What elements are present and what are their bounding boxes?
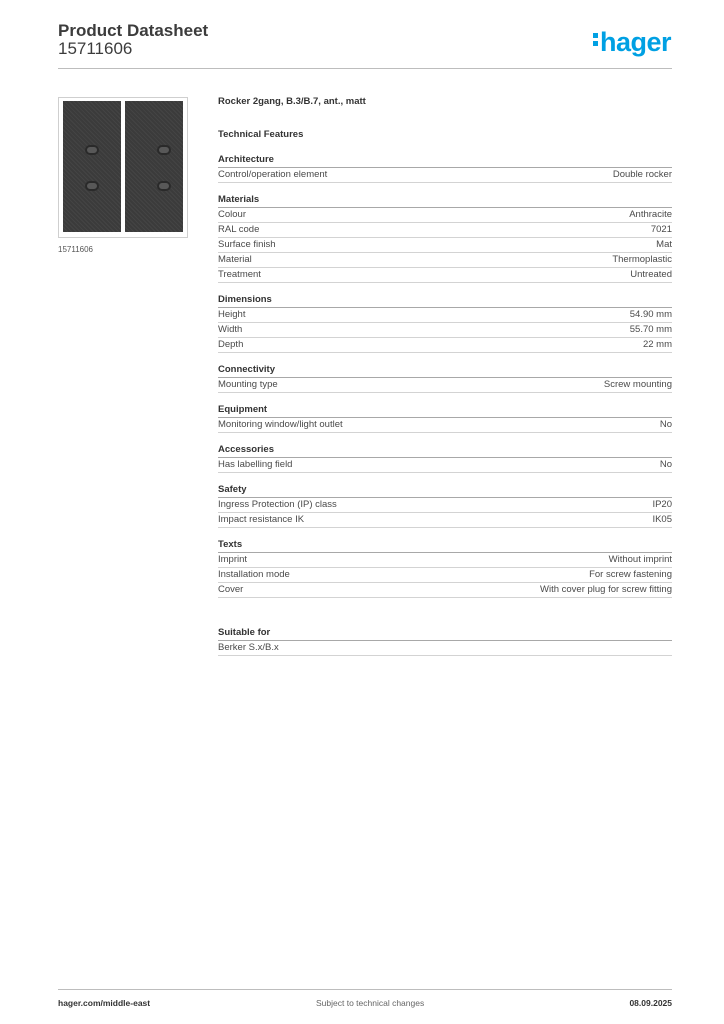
spec-section xyxy=(218,153,672,183)
section-title: Dimensions xyxy=(218,293,672,308)
spec-row xyxy=(218,268,672,283)
spec-row xyxy=(218,323,672,338)
image-caption: 15711606 xyxy=(58,245,93,254)
spec-value: IK05 xyxy=(652,514,672,525)
spec-section xyxy=(218,293,672,353)
spec-row xyxy=(218,641,672,656)
spec-value: For screw fastening xyxy=(589,569,672,580)
spec-row xyxy=(218,208,672,223)
spec-value: No xyxy=(659,419,672,430)
spec-row xyxy=(218,378,672,393)
spec-row xyxy=(218,418,672,433)
spec-row xyxy=(218,498,672,513)
technical-features-heading: Technical Features xyxy=(218,129,304,140)
spec-label: Installation mode xyxy=(218,569,290,580)
product-code: 15711606 xyxy=(58,39,133,58)
spec-value: 54.90 mm xyxy=(629,309,672,320)
spec-row xyxy=(218,338,672,353)
spec-row xyxy=(218,458,672,473)
section-title: Safety xyxy=(218,483,672,498)
spec-value: Thermoplastic xyxy=(612,254,672,265)
hager-logo xyxy=(593,27,671,58)
spec-value: Untreated xyxy=(630,269,672,280)
spec-value: 22 mm xyxy=(642,339,672,350)
footer-disclaimer: Subject to technical changes xyxy=(316,998,425,1008)
rocker-mark xyxy=(157,181,171,191)
spec-value: 55.70 mm xyxy=(629,324,672,335)
section-title: Suitable for xyxy=(218,626,672,641)
rocker-plate-left xyxy=(63,101,121,232)
spec-section xyxy=(218,443,672,473)
rocker-mark xyxy=(85,181,99,191)
spec-section xyxy=(218,363,672,393)
spec-label: Depth xyxy=(218,339,244,350)
footer-date: 08.09.2025 xyxy=(629,998,672,1008)
spec-value: Without imprint xyxy=(608,554,672,565)
section-title: Accessories xyxy=(218,443,672,458)
spec-label: Monitoring window/light outlet xyxy=(218,419,343,430)
spec-row xyxy=(218,308,672,323)
spec-value: Mat xyxy=(656,239,672,250)
section-title: Connectivity xyxy=(218,363,672,378)
section-title: Materials xyxy=(218,193,672,208)
spec-value: With cover plug for screw fitting xyxy=(540,584,672,595)
logo-text: hager xyxy=(600,27,672,57)
section-title: Equipment xyxy=(218,403,672,418)
datasheet-content xyxy=(218,96,672,656)
spec-row xyxy=(218,583,672,598)
spec-row xyxy=(218,253,672,268)
spec-section xyxy=(218,403,672,433)
spec-section xyxy=(218,538,672,598)
spec-label: Width xyxy=(218,324,243,335)
spec-sections xyxy=(218,153,672,598)
spec-label: Control/operation element xyxy=(218,169,328,180)
footer-website: hager.com/middle-east xyxy=(58,998,151,1008)
rocker-plate-right xyxy=(125,101,183,232)
logo-dots-icon xyxy=(593,30,598,49)
section-title: Texts xyxy=(218,538,672,553)
spec-label: Cover xyxy=(218,584,244,595)
spec-label: Impact resistance IK xyxy=(218,514,305,525)
spec-label: Height xyxy=(218,309,246,320)
spec-label: Ingress Protection (IP) class xyxy=(218,499,337,510)
spec-label: Colour xyxy=(218,209,246,220)
spec-row xyxy=(218,168,672,183)
rocker-mark xyxy=(157,145,171,155)
spec-value: Screw mounting xyxy=(603,379,672,390)
spec-value: 7021 xyxy=(650,224,672,235)
spec-row xyxy=(218,513,672,528)
spec-section xyxy=(218,483,672,528)
spec-row xyxy=(218,223,672,238)
spec-value: IP20 xyxy=(652,499,672,510)
footer-divider xyxy=(58,989,672,990)
spec-label: Mounting type xyxy=(218,379,278,390)
spec-label: Has labelling field xyxy=(218,459,293,470)
spec-label: Surface finish xyxy=(218,239,276,250)
spec-label: Berker S.x/B.x xyxy=(218,642,279,653)
spec-section xyxy=(218,193,672,283)
product-name: Rocker 2gang, B.3/B.7, ant., matt xyxy=(218,96,366,107)
header-divider xyxy=(58,68,672,69)
spec-label: Material xyxy=(218,254,252,265)
spec-value: Double rocker xyxy=(612,169,672,180)
spec-row xyxy=(218,238,672,253)
product-image xyxy=(58,97,188,238)
spec-label: Treatment xyxy=(218,269,261,280)
spec-label: RAL code xyxy=(218,224,260,235)
rocker-mark xyxy=(85,145,99,155)
suitable-for-section xyxy=(218,626,672,656)
spec-value: No xyxy=(659,459,672,470)
spec-value: Anthracite xyxy=(629,209,672,220)
spec-row xyxy=(218,568,672,583)
spec-row xyxy=(218,553,672,568)
spec-label: Imprint xyxy=(218,554,248,565)
section-title: Architecture xyxy=(218,153,672,168)
page-title: Product Datasheet xyxy=(58,21,209,40)
